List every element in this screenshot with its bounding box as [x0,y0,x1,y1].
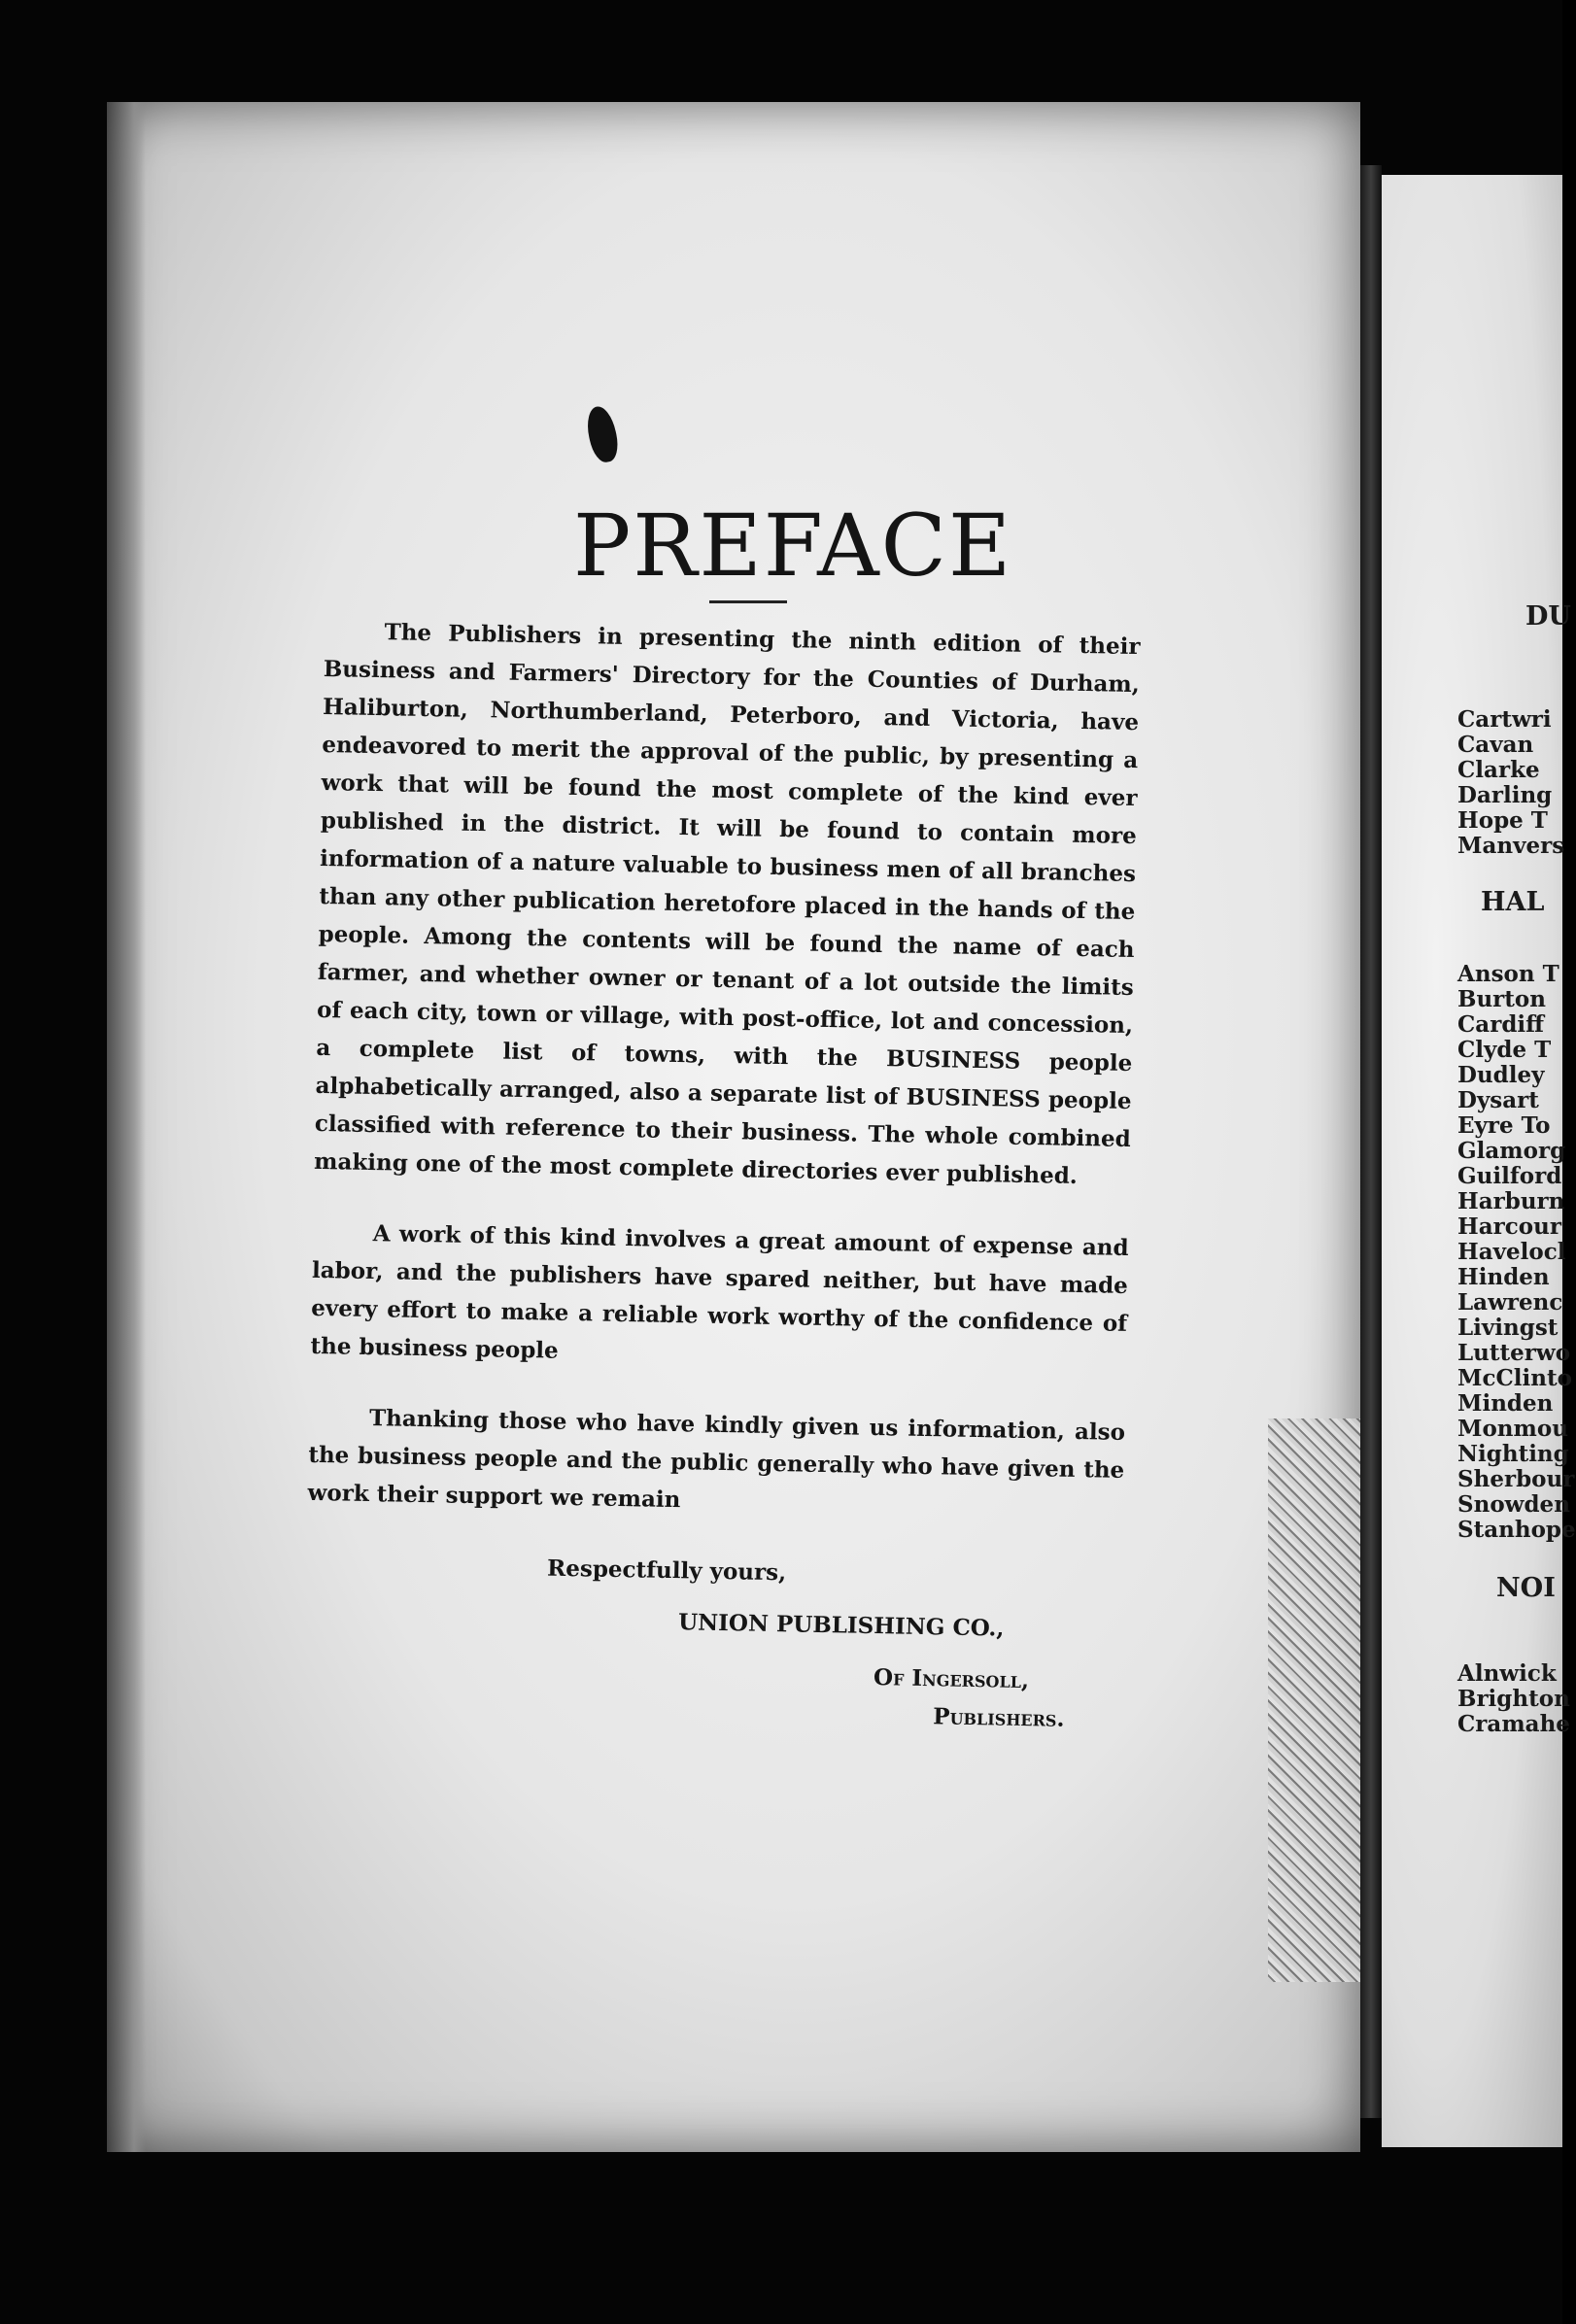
publisher-place: Of Ingersoll, [873,1664,1030,1694]
right-heading-3: NOI [1496,1573,1556,1603]
list-item: Cardiff [1457,1011,1545,1038]
list-item: Darling [1457,782,1553,808]
preface-paragraph-3: Thanking those who have kindly given us information, also the business people and the public generally who have given the work their support we remain [307,1405,1126,1514]
list-item: Anson T [1457,961,1559,987]
torn-binding [1268,1418,1360,1982]
title-divider [709,600,787,603]
list-item: Snowden [1457,1491,1570,1518]
list-item: Minden [1457,1390,1554,1417]
right-heading-1: DU [1525,601,1571,632]
list-item: Lawrenc [1457,1289,1563,1316]
list-item: Hinden [1457,1264,1550,1290]
signature-block [303,1545,1122,1739]
list-item: Livingst [1457,1315,1559,1341]
right-section-2 [1457,962,1574,1543]
list-item: Sherbour [1457,1466,1575,1492]
list-item: Glamorg [1457,1138,1566,1164]
list-item: Harcour [1457,1213,1561,1240]
list-item: Nighting [1457,1441,1569,1467]
right-heading-2: HAL [1481,887,1545,917]
list-item: Monmou [1457,1416,1568,1442]
list-item: Hope T [1457,807,1548,834]
list-item: Clarke [1457,757,1540,783]
list-item: Cramahe [1457,1711,1570,1737]
list-item: Harburn [1457,1188,1565,1214]
list-item: Havelocl [1457,1239,1566,1265]
list-item: Stanhope [1457,1517,1576,1543]
list-item: McClinto [1457,1365,1572,1391]
list-item: Cartwri [1457,706,1552,733]
right-page-index [1457,602,1574,1737]
list-item: Guilford [1457,1163,1562,1189]
list-item: Cavan [1457,732,1534,758]
list-item: Brighton [1457,1686,1570,1712]
list-item: Clyde T [1457,1037,1552,1063]
list-item: Lutterwo [1457,1340,1571,1366]
list-item: Alnwick [1457,1660,1557,1687]
page-title: PREFACE [573,496,1013,596]
publisher-name: UNION PUBLISHING CO., [677,1609,1005,1642]
closing-salutation: Respectfully yours, [546,1555,787,1587]
preface-body [303,612,1141,1739]
preface-paragraph-2: A work of this kind involves a great amount of expense and labor, and the publishers have spared neither, but have made every effort to make a reliable work worthy of the confidence of the business people [310,1220,1129,1364]
right-section-1 [1457,707,1574,859]
book-spine [1360,165,1382,2118]
list-item: Dysart [1457,1087,1539,1113]
list-item: Eyre To [1457,1112,1551,1139]
list-item: Manvers [1457,833,1565,859]
right-section-3 [1457,1661,1574,1737]
preface-paragraph-1: The Publishers in presenting the ninth edition of their Business and Farmers' Directory for the Counties of Durham, Haliburton, Northumberland, Peterboro, and Victoria, have endeavored to merit the approval of the public, by presenting a work that will be found the most complete of the kind ever published in the district. It will be found to contain more information of a nature valuable to business men of all branches than any other publication heretofore placed in the hands of the people. Among the contents will be found the name of each farmer, and whether owner or tenant of a lot outside the limits of each city, town or village, with post-office, lot and concession, a complete list of towns, with the BUSINESS people alphabetically arranged, also a separate list of BUSINESS people classified with reference to their business. The whole combined making one of the most complete directories ever published. [313,619,1141,1189]
list-item: Dudley [1457,1062,1545,1088]
publisher-role: Publishers. [933,1703,1065,1732]
list-item: Burton [1457,986,1546,1012]
